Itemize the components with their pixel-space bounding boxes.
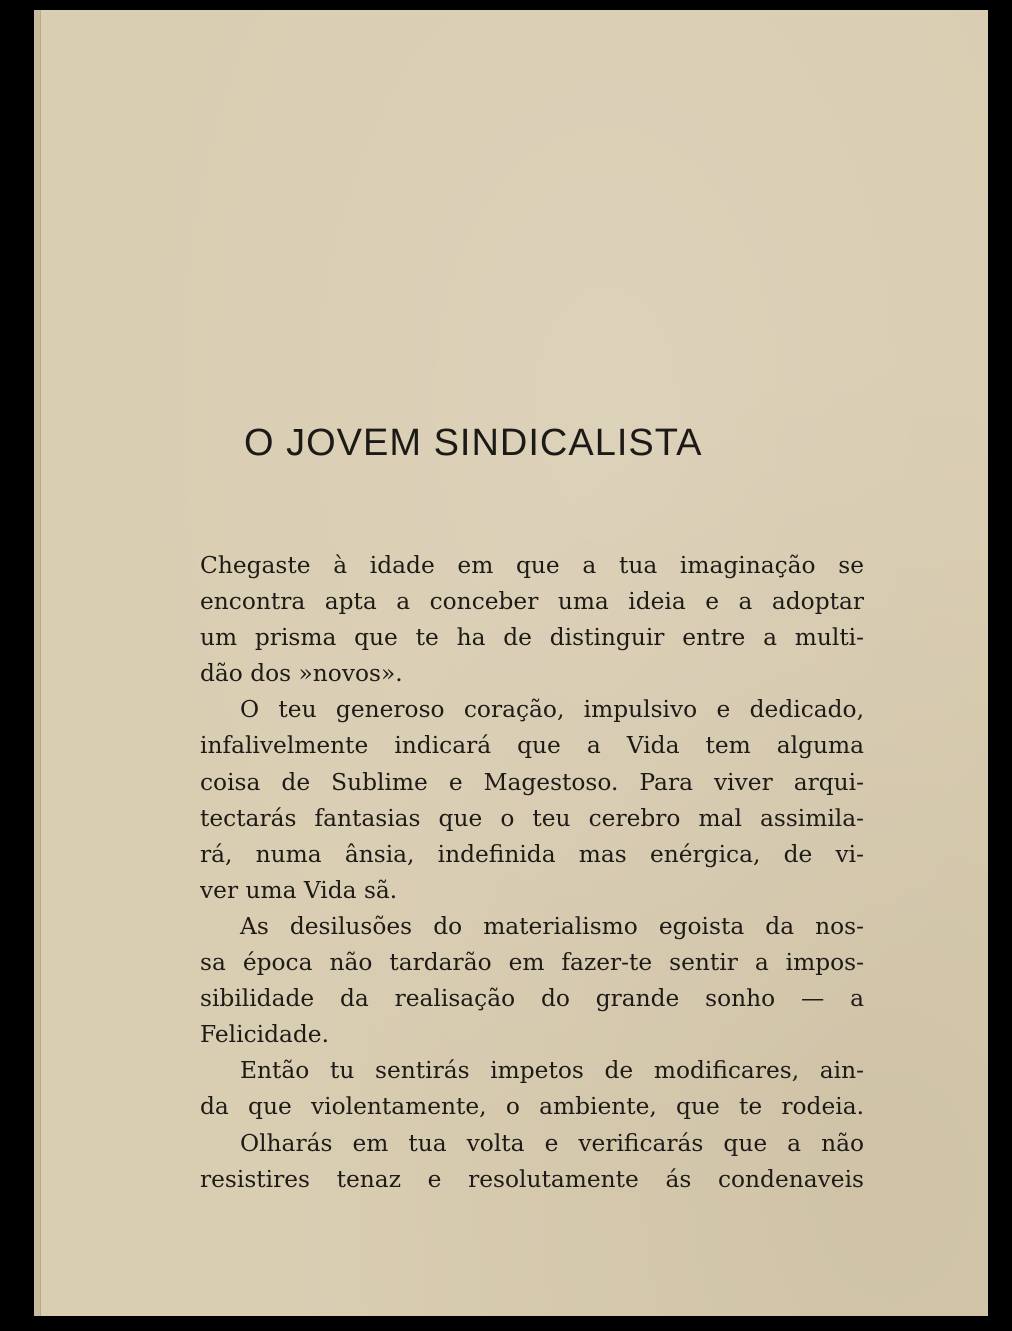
text-line: resistires tenaz e resolutamente ás condenaveis xyxy=(200,1165,864,1193)
text-line: encontra apta a conceber uma ideia e a adoptar xyxy=(200,588,864,616)
text-line: Olharás em tua volta e verificarás que a não xyxy=(240,1129,864,1157)
text-line: ver uma Vida sã. xyxy=(200,876,398,904)
text-line: da que violentamente, o ambiente, que te rodeia. xyxy=(200,1093,864,1121)
text-line: infalivelmente indicará que a Vida tem alguma xyxy=(200,732,864,760)
text-line: sibilidade da realisação do grande sonho — a xyxy=(200,985,864,1013)
text-line: Chegaste à idade em que a tua imaginação se xyxy=(200,552,864,579)
text-line: sa época não tardarão em fazer-te sentir a impos- xyxy=(200,949,864,977)
text-line: dão dos »novos». xyxy=(200,660,403,688)
text-line: coisa de Sublime e Magestoso. Para viver arqui- xyxy=(200,768,864,796)
text-line: tectarás fantasias que o teu cerebro mal assimila- xyxy=(200,804,864,832)
book-page xyxy=(34,10,988,1316)
text-line: um prisma que te ha de distinguir entre a multi- xyxy=(200,624,864,652)
text-line: rá, numa ânsia, indefinida mas enérgica, de vi- xyxy=(200,840,864,868)
text-line: Felicidade. xyxy=(200,1021,329,1049)
body-text xyxy=(200,548,864,1198)
page-title: O JOVEM SINDICALISTA xyxy=(244,422,703,464)
text-line: O teu generoso coração, impulsivo e dedicado, xyxy=(240,696,864,724)
text-line: As desilusões do materialismo egoista da nos- xyxy=(240,912,864,940)
page-binding-edge xyxy=(34,10,41,1316)
text-line: Então tu sentirás impetos de modificares, ain- xyxy=(240,1057,864,1085)
